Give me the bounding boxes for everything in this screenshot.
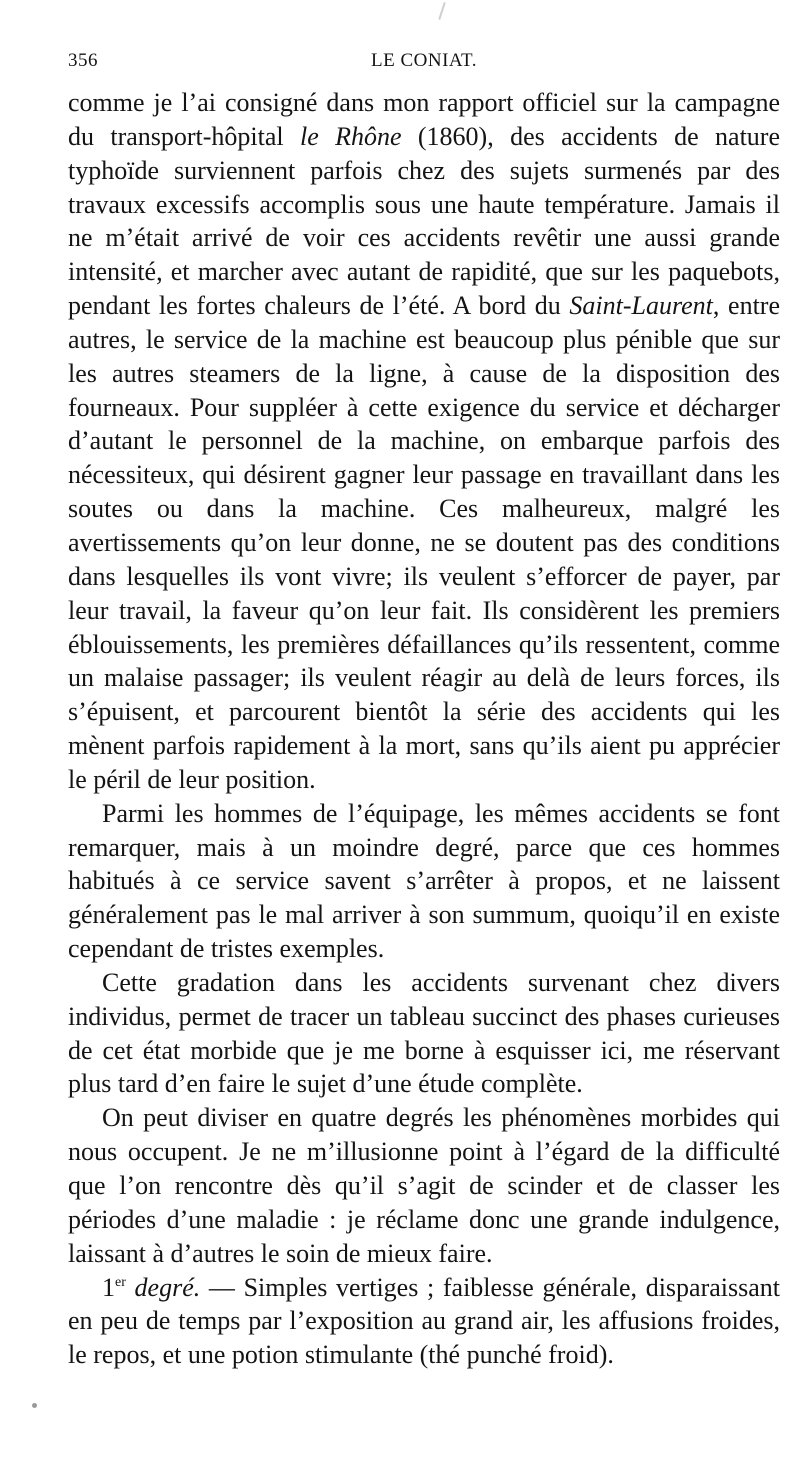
ship-name-saint-laurent: Saint-Laurent xyxy=(569,291,713,321)
pencil-mark xyxy=(438,2,445,20)
paragraph-5 xyxy=(68,1271,780,1373)
paragraph-1-text-a: comme je l’ai consigné dans mon rapport officiel sur la campagne du transport-hôpital xyxy=(68,88,780,151)
paragraph-3: Cette gradation dans les accidents survenant chez divers individus, permet de tracer un tableau succinct des phases curieuses de cet état morbide que je me borne à esquisser ici, me réservant plus tard d’en faire le sujet d’une étude complète. xyxy=(68,967,780,1099)
running-title: LE CONIAT. xyxy=(371,50,477,71)
degree-superscript: er xyxy=(115,1274,126,1290)
paragraph-4: On peut diviser en quatre degrés les phénomènes morbides qui nous occupent. Je ne m’illusionne point à l’égard de la difficulté que l’on rencontre dès qu’il s’agit de scinder et de classer les périodes d’une maladie : je réclame donc une grande indulgence, laissant à d’autres le soin de mieux faire. xyxy=(68,1103,780,1268)
page-header xyxy=(68,50,780,80)
ship-name-rhone: le Rhône xyxy=(300,121,402,151)
page-number: 356 xyxy=(68,50,98,71)
ink-speck xyxy=(32,1403,37,1408)
paragraph-1 xyxy=(68,86,780,797)
body-text xyxy=(68,86,780,1372)
paragraph-5-text: — Simples vertiges ; faiblesse générale, disparaissant en peu de temps par l’exposition au grand air, les affusions froides, le repos, et une potion stimulante (thé punché froid). xyxy=(68,1272,780,1370)
paragraph-1-text-b: (1860), des accidents de nature typhoïde surviennent parfois chez des sujets surmenés par des travaux excessifs accomplis sous une haute température. Jamais il ne m’était arrivé de voir ces accidents revêtir une aussi grande intensité, et marcher avec autant de rapidité, que sur les paquebots, pendant les fortes chaleurs de l’été. A bord du xyxy=(68,121,781,321)
degree-number: 1 xyxy=(102,1272,115,1302)
paragraph-2: Parmi les hommes de l’équipage, les mêmes accidents se font remarquer, mais à un moindre degré, parce que ces hommes habitués à ce service savent s’arrêter à propos, et ne laissent généralement pas le mal arriver à son summum, quoiqu’il en existe cependant de tristes exemples. xyxy=(68,798,780,964)
paragraph-1-text-c: , entre autres, le service de la machine est beaucoup plus pénible que sur les autres steamers de la ligne, à cause de la disposition des fourneaux. Pour suppléer à cette exigence du service et décharger d’autant le personnel de la machine, on embarque parfois des nécessiteux, qui désirent gagner leur passage en travaillant dans les soutes ou dans la machine. Ces malheureux, malgré les avertissements qu’on leur donne, ne se doutent pas des conditions dans lesquelles ils vont vivre; ils veulent s’efforcer de payer, par leur travail, la faveur qu’on leur fait. Ils considèrent les premiers éblouissements, les premières défaillances qu’ils ressentent, comme un malaise passager; ils veulent réagir au delà de leurs forces, ils s’épuisent, et parcourent bientôt la série des accidents qui les mènent parfois rapidement à la mort, sans qu’ils aient pu apprécier le péril de leur position. xyxy=(68,291,780,794)
degree-label: degré. xyxy=(125,1272,201,1302)
